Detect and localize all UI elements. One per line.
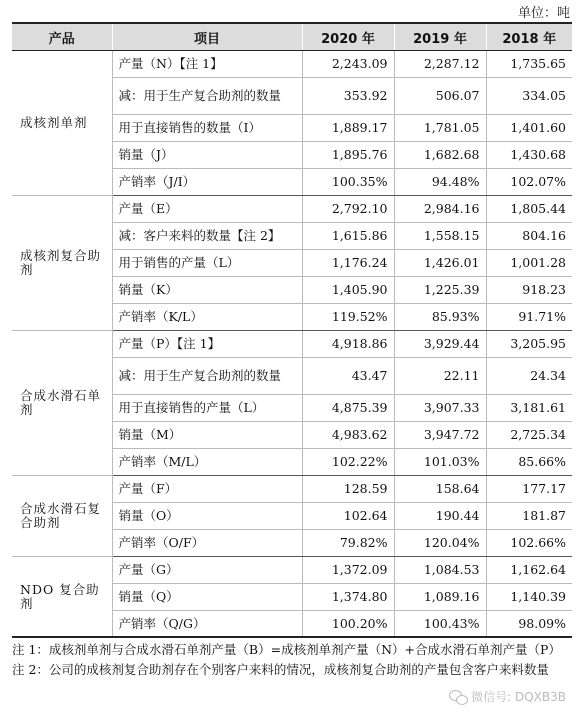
value-2019-cell: 3,947.72 (394, 422, 486, 449)
value-2020-cell: 119.52% (302, 304, 394, 331)
value-2018-cell: 3,205.95 (486, 331, 572, 358)
product-cell: 成核剂复合助剂 (12, 196, 112, 331)
item-cell: 产量（N）【注 1】 (112, 51, 302, 78)
value-2018-cell: 1,735.65 (486, 51, 572, 78)
value-2019-cell: 2,287.12 (394, 51, 486, 78)
value-2020-cell: 128.59 (302, 476, 394, 503)
value-2020-cell: 1,895.76 (302, 142, 394, 169)
value-2020-cell: 2,243.09 (302, 51, 394, 78)
value-2020-cell: 1,372.09 (302, 557, 394, 584)
item-cell: 产销率（M/L） (112, 449, 302, 476)
value-2018-cell: 98.09% (486, 611, 572, 638)
item-cell: 产销率（K/L） (112, 304, 302, 331)
item-cell: 销量（J） (112, 142, 302, 169)
item-cell: 产量（F） (112, 476, 302, 503)
footnote-1: 注 1：成核剂单剂与合成水滑石单剂产量（B）=成核剂单剂产量（N）+合成水滑石单剂产量（P） (12, 642, 561, 657)
item-cell: 减：用于生产复合助剂的数量 (112, 78, 302, 115)
product-cell: 成核剂单剂 (12, 51, 112, 196)
unit-label: 单位：吨 (517, 6, 570, 21)
value-2018-cell: 2,725.34 (486, 422, 572, 449)
item-cell: 销量（M） (112, 422, 302, 449)
wechat-icon (449, 690, 467, 704)
item-cell: 减：用于生产复合助剂的数量 (112, 358, 302, 395)
value-2019-cell: 22.11 (394, 358, 486, 395)
value-2018-cell: 334.05 (486, 78, 572, 115)
value-2019-cell: 1,426.01 (394, 250, 486, 277)
product-cell: 合成水滑石复合助剂 (12, 476, 112, 557)
item-cell: 产量（G） (112, 557, 302, 584)
header-item: 项目 (112, 23, 302, 51)
table-row (12, 51, 572, 78)
item-cell: 产销率（Q/G） (112, 611, 302, 638)
product-cell: NDO 复合助剂 (12, 557, 112, 638)
value-2019-cell: 120.04% (394, 530, 486, 557)
value-2018-cell: 1,430.68 (486, 142, 572, 169)
item-cell: 产量（P）【注 1】 (112, 331, 302, 358)
value-2020-cell: 100.20% (302, 611, 394, 638)
value-2018-cell: 1,001.28 (486, 250, 572, 277)
item-cell: 产量（E） (112, 196, 302, 223)
table-row (12, 331, 572, 358)
header-2019: 2019 年 (394, 23, 486, 51)
production-sales-table (12, 22, 572, 638)
value-2020-cell: 4,983.62 (302, 422, 394, 449)
value-2020-cell: 4,918.86 (302, 331, 394, 358)
value-2019-cell: 1,682.68 (394, 142, 486, 169)
item-cell: 销量（Q） (112, 584, 302, 611)
value-2018-cell: 804.16 (486, 223, 572, 250)
value-2019-cell: 190.44 (394, 503, 486, 530)
value-2020-cell: 1,405.90 (302, 277, 394, 304)
value-2018-cell: 918.23 (486, 277, 572, 304)
value-2019-cell: 1,225.39 (394, 277, 486, 304)
watermark (449, 688, 566, 705)
value-2020-cell: 1,176.24 (302, 250, 394, 277)
value-2020-cell: 100.35% (302, 169, 394, 196)
value-2019-cell: 3,929.44 (394, 331, 486, 358)
table-header-row (12, 23, 572, 51)
header-2020: 2020 年 (302, 23, 394, 51)
item-cell: 用于销售的产量（L） (112, 250, 302, 277)
value-2018-cell: 1,140.39 (486, 584, 572, 611)
table-row (12, 476, 572, 503)
value-2019-cell: 1,084.53 (394, 557, 486, 584)
value-2019-cell: 85.93% (394, 304, 486, 331)
value-2020-cell: 102.64 (302, 503, 394, 530)
value-2020-cell: 4,875.39 (302, 395, 394, 422)
item-cell: 用于直接销售的产量（L） (112, 395, 302, 422)
item-cell: 减：客户来料的数量【注 2】 (112, 223, 302, 250)
value-2020-cell: 1,374.80 (302, 584, 394, 611)
value-2018-cell: 24.34 (486, 358, 572, 395)
table-body (12, 51, 572, 638)
value-2020-cell: 79.82% (302, 530, 394, 557)
watermark-text: 微信号: DQXB3B (471, 690, 566, 704)
value-2018-cell: 1,162.64 (486, 557, 572, 584)
value-2018-cell: 102.66% (486, 530, 572, 557)
value-2019-cell: 1,558.15 (394, 223, 486, 250)
value-2020-cell: 2,792.10 (302, 196, 394, 223)
value-2019-cell: 1,089.16 (394, 584, 486, 611)
header-product: 产品 (12, 23, 112, 51)
value-2019-cell: 506.07 (394, 78, 486, 115)
value-2019-cell: 101.03% (394, 449, 486, 476)
value-2020-cell: 43.47 (302, 358, 394, 395)
value-2018-cell: 3,181.61 (486, 395, 572, 422)
item-cell: 销量（O） (112, 503, 302, 530)
value-2019-cell: 158.64 (394, 476, 486, 503)
value-2018-cell: 181.87 (486, 503, 572, 530)
table-row (12, 557, 572, 584)
value-2019-cell: 100.43% (394, 611, 486, 638)
value-2019-cell: 94.48% (394, 169, 486, 196)
value-2019-cell: 3,907.33 (394, 395, 486, 422)
table-row (12, 196, 572, 223)
item-cell: 销量（K） (112, 277, 302, 304)
value-2019-cell: 2,984.16 (394, 196, 486, 223)
value-2018-cell: 1,805.44 (486, 196, 572, 223)
item-cell: 产销率（J/I） (112, 169, 302, 196)
value-2020-cell: 102.22% (302, 449, 394, 476)
item-cell: 产销率（O/F） (112, 530, 302, 557)
item-cell: 用于直接销售的数量（I） (112, 115, 302, 142)
value-2018-cell: 1,401.60 (486, 115, 572, 142)
header-2018: 2018 年 (486, 23, 572, 51)
value-2019-cell: 1,781.05 (394, 115, 486, 142)
product-cell: 合成水滑石单剂 (12, 331, 112, 476)
footnotes (12, 636, 572, 680)
value-2020-cell: 1,615.86 (302, 223, 394, 250)
footnote-2: 注 2：公司的成核剂复合助剂存在个别客户来料的情况，成核剂复合助剂的产量包含客户来料数量 (12, 662, 549, 677)
value-2020-cell: 353.92 (302, 78, 394, 115)
value-2018-cell: 102.07% (486, 169, 572, 196)
value-2020-cell: 1,889.17 (302, 115, 394, 142)
value-2018-cell: 177.17 (486, 476, 572, 503)
value-2018-cell: 91.71% (486, 304, 572, 331)
value-2018-cell: 85.66% (486, 449, 572, 476)
